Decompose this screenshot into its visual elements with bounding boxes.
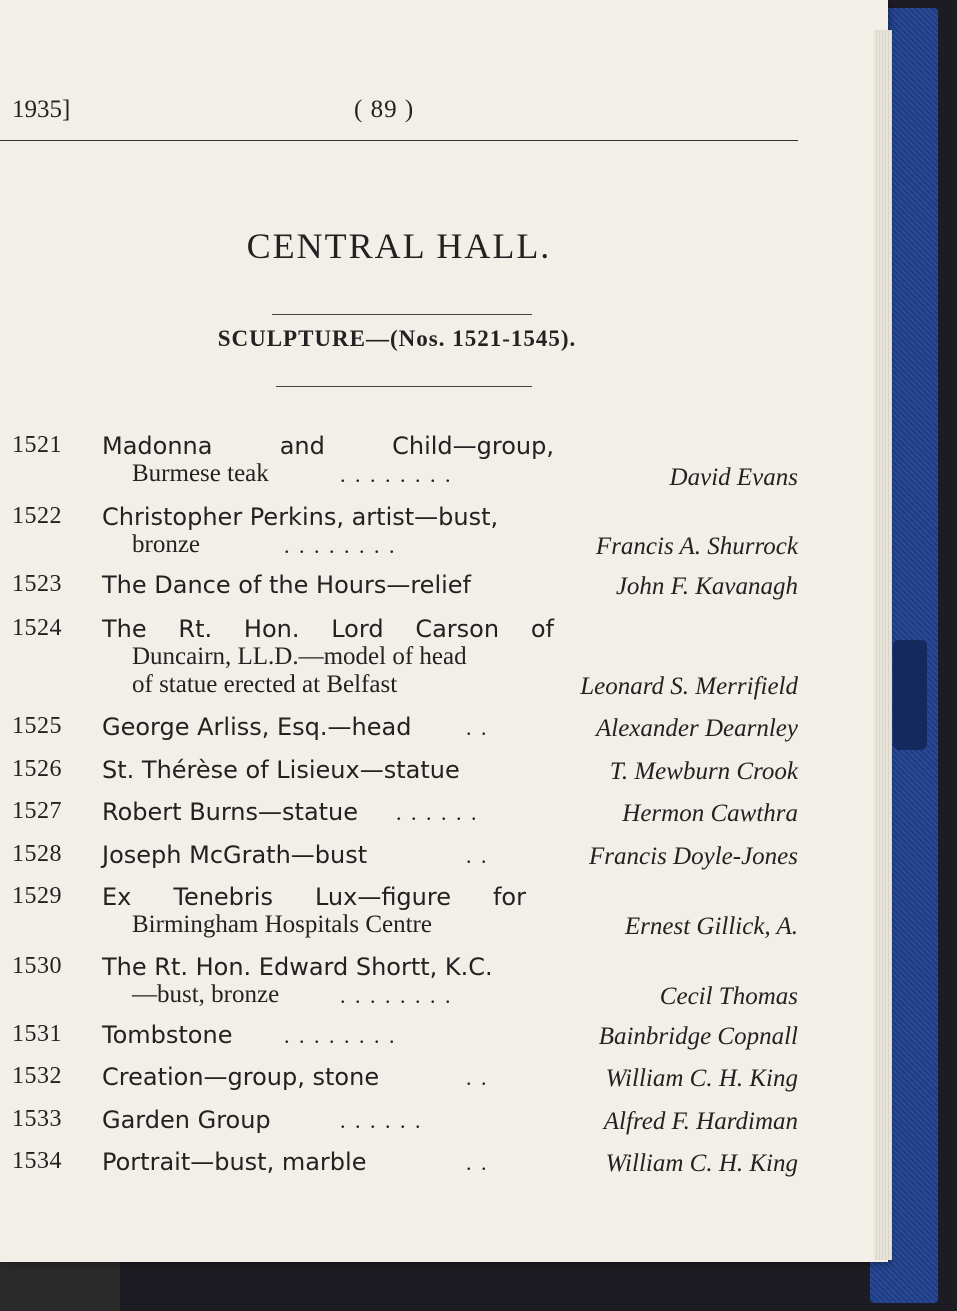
artist-name: William C. H. King (605, 1065, 798, 1092)
artist-name: John F. Kavanagh (615, 573, 798, 600)
artist-name: Cecil Thomas (659, 983, 798, 1010)
entry-title: Joseph McGrath—bust (102, 841, 368, 869)
entry-number: 1522 (12, 503, 62, 529)
artist-name: Hermon Cawthra (622, 800, 798, 827)
entry-detail: Duncairn, LL.D.—model of head (132, 643, 467, 670)
artist-name: Ernest Gillick, A. (624, 913, 798, 940)
artist-name: Bainbridge Copnall (598, 1023, 798, 1050)
leader-dots: . . (466, 1150, 489, 1175)
leader-dots: . . (466, 1065, 489, 1090)
entry-number: 1529 (12, 883, 62, 909)
artist-name: Francis A. Shurrock (595, 533, 798, 560)
entry-title: The Rt. Hon. Lord Carson of (102, 615, 554, 643)
entry-number: 1523 (12, 571, 62, 597)
entry-number: 1531 (12, 1021, 62, 1047)
leader-dots: . . . . . . . . (284, 1023, 397, 1048)
artist-name: Alfred F. Hardiman (603, 1108, 798, 1135)
header-year: 1935] (12, 96, 71, 123)
leader-dots: . . . . . . . . (340, 462, 453, 487)
leader-dots: . . . . . . . . (340, 983, 453, 1008)
section-subtitle: SCULPTURE—(Nos. 1521-1545). (217, 326, 577, 351)
leader-dots: . . . . . . (396, 800, 479, 825)
leader-dots: . . . . . . . . (284, 533, 397, 558)
entry-number: 1524 (12, 615, 62, 641)
entry-title: Garden Group (102, 1106, 271, 1134)
entry-detail-2: of statue erected at Belfast (132, 671, 398, 698)
artist-name: Alexander Dearnley (595, 715, 798, 742)
bookmark-ribbon (893, 640, 927, 750)
header-page-number: ( 89 ) (354, 96, 415, 123)
leader-dots: . . (466, 715, 489, 740)
entry-title: Robert Burns—statue (102, 798, 359, 826)
entry-title: Portrait—bust, marble (102, 1148, 367, 1176)
entry-title: The Dance of the Hours—relief (102, 571, 471, 599)
entry-number: 1530 (12, 953, 62, 979)
entry-number: 1532 (12, 1063, 62, 1089)
entry-title: St. Thérèse of Lisieux—statue (102, 756, 460, 784)
entry-number: 1525 (12, 713, 62, 739)
artist-name: T. Mewburn Crook (609, 758, 798, 785)
entry-detail: Burmese teak (132, 460, 269, 487)
title-rule (272, 314, 532, 315)
page-edge (874, 30, 892, 1260)
entry-title: George Arliss, Esq.—head (102, 713, 412, 741)
subtitle-rule (276, 386, 532, 387)
page-title: CENTRAL HALL. (246, 226, 552, 266)
entry-detail: Birmingham Hospitals Centre (132, 911, 432, 938)
entry-number: 1534 (12, 1148, 62, 1174)
artist-name: William C. H. King (605, 1150, 798, 1177)
entry-title: The Rt. Hon. Edward Shortt, K.C. (102, 953, 493, 981)
artist-name: David Evans (669, 464, 798, 491)
entry-number: 1521 (12, 432, 62, 458)
artist-name: Francis Doyle-Jones (589, 843, 798, 870)
entry-title: Ex Tenebris Lux—figure for (102, 883, 526, 911)
entry-number: 1528 (12, 841, 62, 867)
entry-title: Creation—group, stone (102, 1063, 380, 1091)
entry-title: Christopher Perkins, artist—bust, (102, 503, 499, 531)
entry-number: 1526 (12, 756, 62, 782)
entry-title: Tombstone (102, 1021, 233, 1049)
entry-detail: —bust, bronze (132, 981, 280, 1008)
entry-title: Madonna and Child—group, (102, 432, 554, 460)
entry-number: 1527 (12, 798, 62, 824)
entry-detail: bronze (132, 531, 201, 558)
leader-dots: . . (466, 843, 489, 868)
leader-dots: . . . . . . (340, 1108, 423, 1133)
artist-name: Leonard S. Merrifield (580, 673, 798, 700)
header-rule (0, 140, 798, 141)
entry-number: 1533 (12, 1106, 62, 1132)
